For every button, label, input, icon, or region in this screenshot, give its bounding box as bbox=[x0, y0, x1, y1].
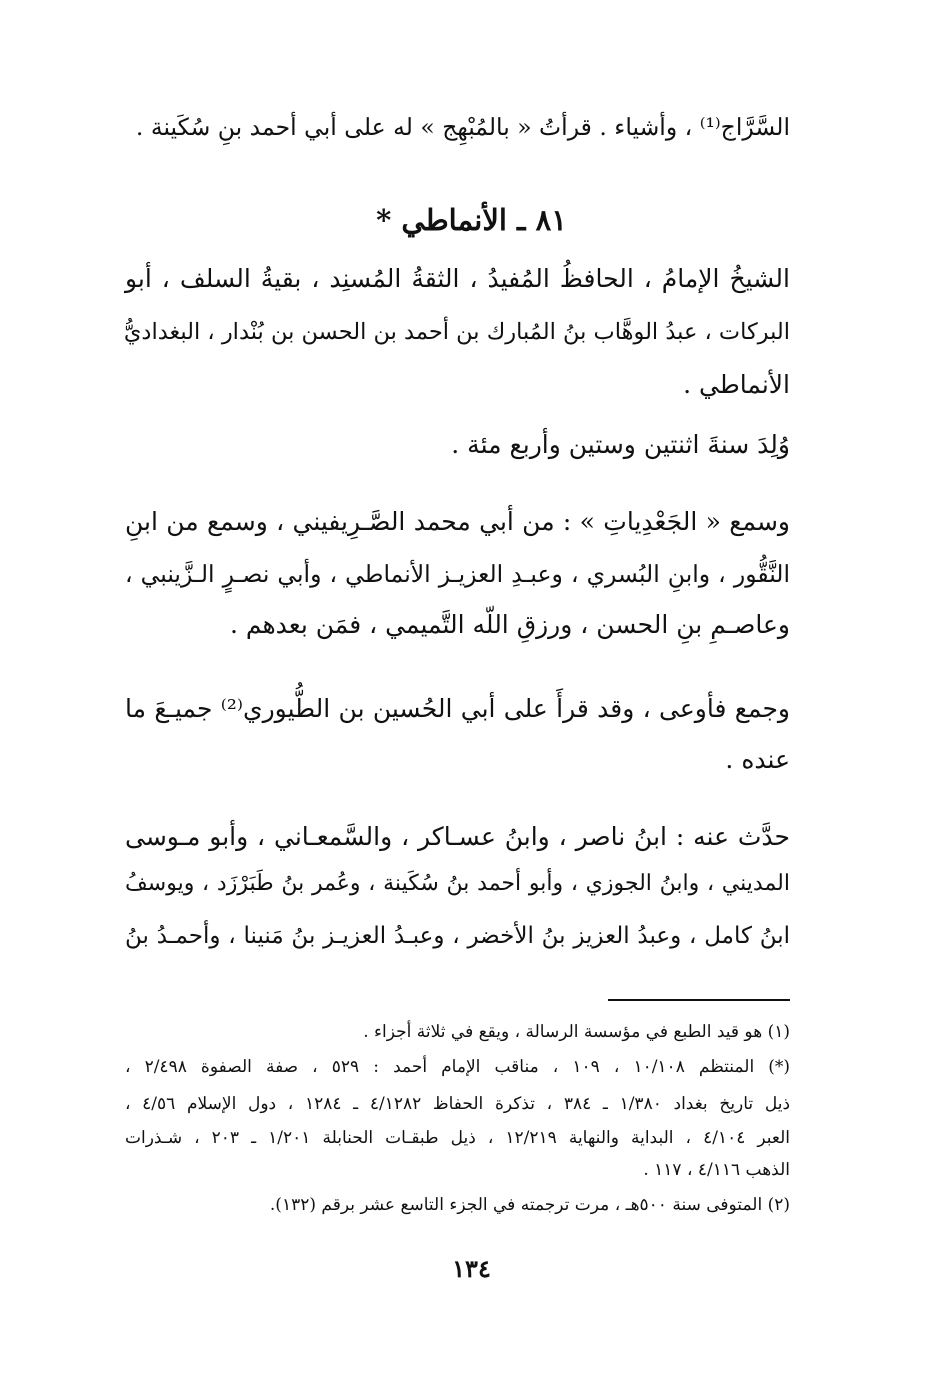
footnote-star-line-3: العبر ٤/١٠٤ ، البداية والنهاية ١٢/٢١٩ ، ذيل طبقـات الحنابلة ١/٢٠١ ـ ٢٠٣ ، شـذرات bbox=[125, 1128, 791, 1148]
footnote-1: (١) هو قيد الطبع في مؤسسة الرسالة ، ويقع في ثلاثة أجزاء . bbox=[363, 1022, 790, 1042]
paragraph-3-line-2: النَّقُّور ، وابنِ البُسري ، وعبـدِ العزيـز الأنماطي ، وأبي نصـرٍ الـزَّينبي ، bbox=[125, 560, 790, 588]
page-number: ١٣٤ bbox=[452, 1254, 491, 1283]
paragraph-5-line-2: المديني ، وابنُ الجوزي ، وأبو أحمد بنُ سُكَينة ، وعُمر بنُ طَبَرْزَد ، ويوسفُ bbox=[125, 871, 790, 896]
paragraph-4-line-1: وجمع فأوعى ، وقد قرأَ على أبي الحُسين بن الطُّيوري⁽²⁾ جميـعَ ما bbox=[125, 694, 790, 723]
paragraph-5-line-3: ابنُ كامل ، وعبدُ العزيز بنُ الأخضر ، وعبـدُ العزيـز بنُ مَنينا ، وأحمـدُ بنُ bbox=[125, 923, 790, 949]
footnote-star-line-4: الذهب ٤/١١٦ ، ١١٧ . bbox=[643, 1160, 790, 1180]
paragraph-4-line-2: عنده . bbox=[725, 745, 790, 774]
entry-heading: ٨١ ـ الأنماطي * bbox=[376, 203, 567, 237]
footnote-star-line-1: (*) المنتظم ١٠/١٠٨ ، ١٠٩ ، مناقب الإمام أحمد : ٥٢٩ ، صفة الصفوة ٢/٤٩٨ ، bbox=[125, 1057, 791, 1077]
paragraph-5-line-1: حدَّث عنه : ابنُ ناصر ، وابنُ عسـاكر ، والسَّمعـاني ، وأبو مـوسى bbox=[125, 822, 790, 851]
footnote-separator bbox=[608, 999, 790, 1001]
paragraph-1-line-1: الشيخُ الإمامُ ، الحافظُ المُفيدُ ، الثقةُ المُسنِد ، بقيةُ السلف ، أبو bbox=[125, 264, 790, 293]
paragraph-2-line-1: وُلِدَ سنةَ اثنتين وستين وأربع مئة . bbox=[451, 430, 790, 459]
paragraph-3-line-3: وعاصـمِ بنِ الحسن ، ورزقِ اللّه التَّميمي ، فمَن بعدهم . bbox=[229, 610, 790, 639]
footnote-2: (٢) المتوفى سنة ٥٠٠هـ ، مرت ترجمته في الجزء التاسع عشر برقم (١٣٢). bbox=[269, 1195, 790, 1215]
paragraph-1-line-2: البركات ، عبدُ الوهَّاب بنُ المُبارك بن أحمد بن الحسن بن بُنْدار ، البغداديُّ bbox=[123, 319, 790, 345]
paragraph-3-line-1: وسمع « الجَعْدِياتِ » : من أبي محمد الصَّـرِيفيني ، وسمع من ابنِ bbox=[125, 507, 790, 536]
paragraph-1-line-3: الأنماطي . bbox=[683, 370, 790, 399]
footnote-star-line-2: ذيل تاريخ بغداد ١/٣٨٠ ـ ٣٨٤ ، تذكرة الحفاظ ٤/١٢٨٢ ـ ١٢٨٤ ، دول الإسلام ٤/٥٦ ، bbox=[125, 1094, 791, 1114]
continuation-line: السَّرَّاج⁽¹⁾ ، وأشياء . قرأتُ « بالمُبْهِج » له على أبي أحمد بنِ سُكَينة . bbox=[135, 113, 790, 141]
